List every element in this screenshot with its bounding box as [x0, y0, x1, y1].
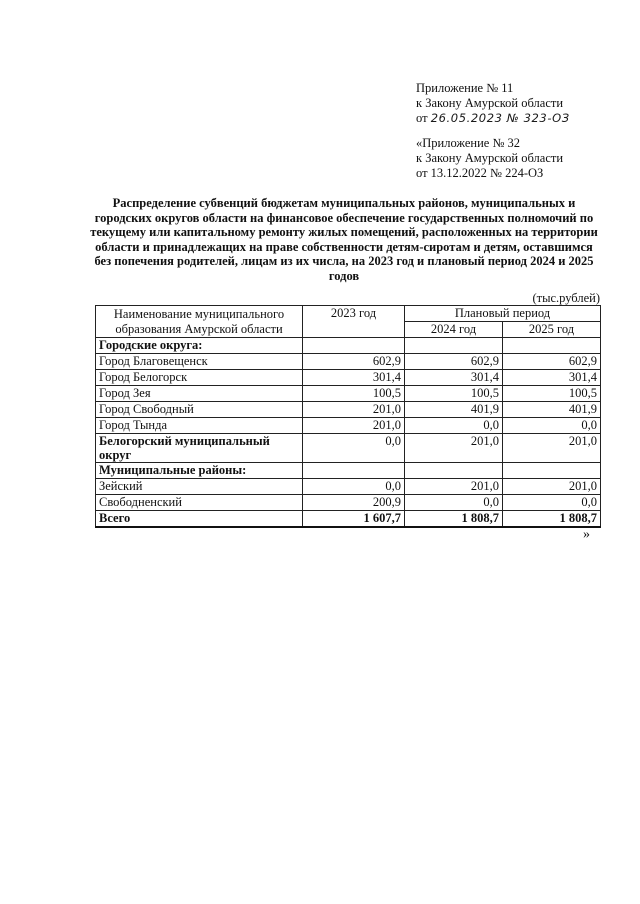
header-2024: 2024 год: [405, 322, 503, 338]
municipality-cell: Город Свободный: [96, 402, 303, 418]
document-title: Распределение субвенций бюджетам муниципальных районов, муниципальных и городских округов области на финансовое обеспечение государственных полномочий по текущему или капитальному ремонту жилых помещений, расположенных на территории области и принадлежащих на праве собственности детям-сиротам и детям, оставшимся без попечения родителей, лицам из их числа, на 2023 год и плановый период 2024 и 2025 годов: [90, 196, 598, 283]
table-row: [96, 418, 601, 434]
value-2024-cell: 201,0: [405, 479, 503, 495]
table-row: [96, 402, 601, 418]
table-row: [96, 463, 601, 479]
header-planned-period: Плановый период: [405, 306, 601, 322]
table-row: [96, 338, 601, 354]
previous-annex-law-ref: к Закону Амурской области: [416, 151, 564, 165]
municipality-cell: Город Тында: [96, 418, 303, 434]
header-2023: 2023 год: [303, 306, 405, 338]
value-2024-cell: 401,9: [405, 402, 503, 418]
value-2023-cell: 100,5: [303, 386, 405, 402]
table-row: [96, 479, 601, 495]
subsidy-table: [95, 305, 601, 528]
value-2024-cell: 602,9: [405, 354, 503, 370]
value-2024-cell: 100,5: [405, 386, 503, 402]
annex-law-ref: к Закону Амурской области: [416, 96, 564, 110]
value-2023-cell: [303, 463, 405, 479]
previous-annex-number: «Приложение № 32: [416, 136, 521, 150]
value-2025-cell: 1 808,7: [503, 511, 601, 528]
header-municipality: Наименование муниципального образования Амурской области: [96, 306, 303, 338]
value-2024-cell: 0,0: [405, 495, 503, 511]
value-2023-cell: 201,0: [303, 402, 405, 418]
previous-annex-block: [416, 136, 563, 181]
value-2025-cell: 201,0: [503, 479, 601, 495]
unit-label: (тыс.рублей): [532, 291, 600, 305]
value-2025-cell: 0,0: [503, 418, 601, 434]
value-2023-cell: 201,0: [303, 418, 405, 434]
municipality-cell: Зейский: [96, 479, 303, 495]
closing-quote: »: [583, 527, 590, 542]
value-2025-cell: 201,0: [503, 434, 601, 463]
value-2023-cell: 1 607,7: [303, 511, 405, 528]
municipality-cell: Город Белогорск: [96, 370, 303, 386]
municipality-cell: Всего: [96, 511, 303, 528]
header-2025: 2025 год: [503, 322, 601, 338]
table-row: [96, 386, 601, 402]
value-2023-cell: [303, 338, 405, 354]
value-2024-cell: 0,0: [405, 418, 503, 434]
annex-handwritten-date: 26.05.2023 № 323-ОЗ: [430, 111, 570, 125]
municipality-cell: Город Зея: [96, 386, 303, 402]
previous-annex-date: от 13.12.2022 № 224-ОЗ: [416, 166, 544, 180]
value-2023-cell: 602,9: [303, 354, 405, 370]
value-2024-cell: 301,4: [405, 370, 503, 386]
value-2024-cell: 201,0: [405, 434, 503, 463]
value-2025-cell: [503, 463, 601, 479]
value-2025-cell: 301,4: [503, 370, 601, 386]
value-2024-cell: 1 808,7: [405, 511, 503, 528]
table-row: [96, 511, 601, 528]
value-2025-cell: 100,5: [503, 386, 601, 402]
value-2023-cell: 0,0: [303, 479, 405, 495]
table-row: [96, 370, 601, 386]
annex-block: [416, 81, 570, 126]
municipality-cell: Свободненский: [96, 495, 303, 511]
value-2025-cell: 401,9: [503, 402, 601, 418]
value-2025-cell: [503, 338, 601, 354]
value-2023-cell: 301,4: [303, 370, 405, 386]
annex-number: Приложение № 11: [416, 81, 514, 95]
annex-date-line: [416, 111, 570, 126]
municipality-cell: Город Благовещенск: [96, 354, 303, 370]
municipality-cell: Белогорский муниципальный округ: [96, 434, 303, 463]
table-row: [96, 495, 601, 511]
value-2023-cell: 200,9: [303, 495, 405, 511]
value-2023-cell: 0,0: [303, 434, 405, 463]
annex-date-prefix: от: [416, 111, 428, 125]
table-row: [96, 354, 601, 370]
value-2024-cell: [405, 338, 503, 354]
table-body: [96, 338, 601, 528]
municipality-cell: Городские округа:: [96, 338, 303, 354]
value-2024-cell: [405, 463, 503, 479]
table-row: [96, 434, 601, 463]
table-header-row: [96, 306, 601, 322]
municipality-cell: Муниципальные районы:: [96, 463, 303, 479]
value-2025-cell: 0,0: [503, 495, 601, 511]
value-2025-cell: 602,9: [503, 354, 601, 370]
